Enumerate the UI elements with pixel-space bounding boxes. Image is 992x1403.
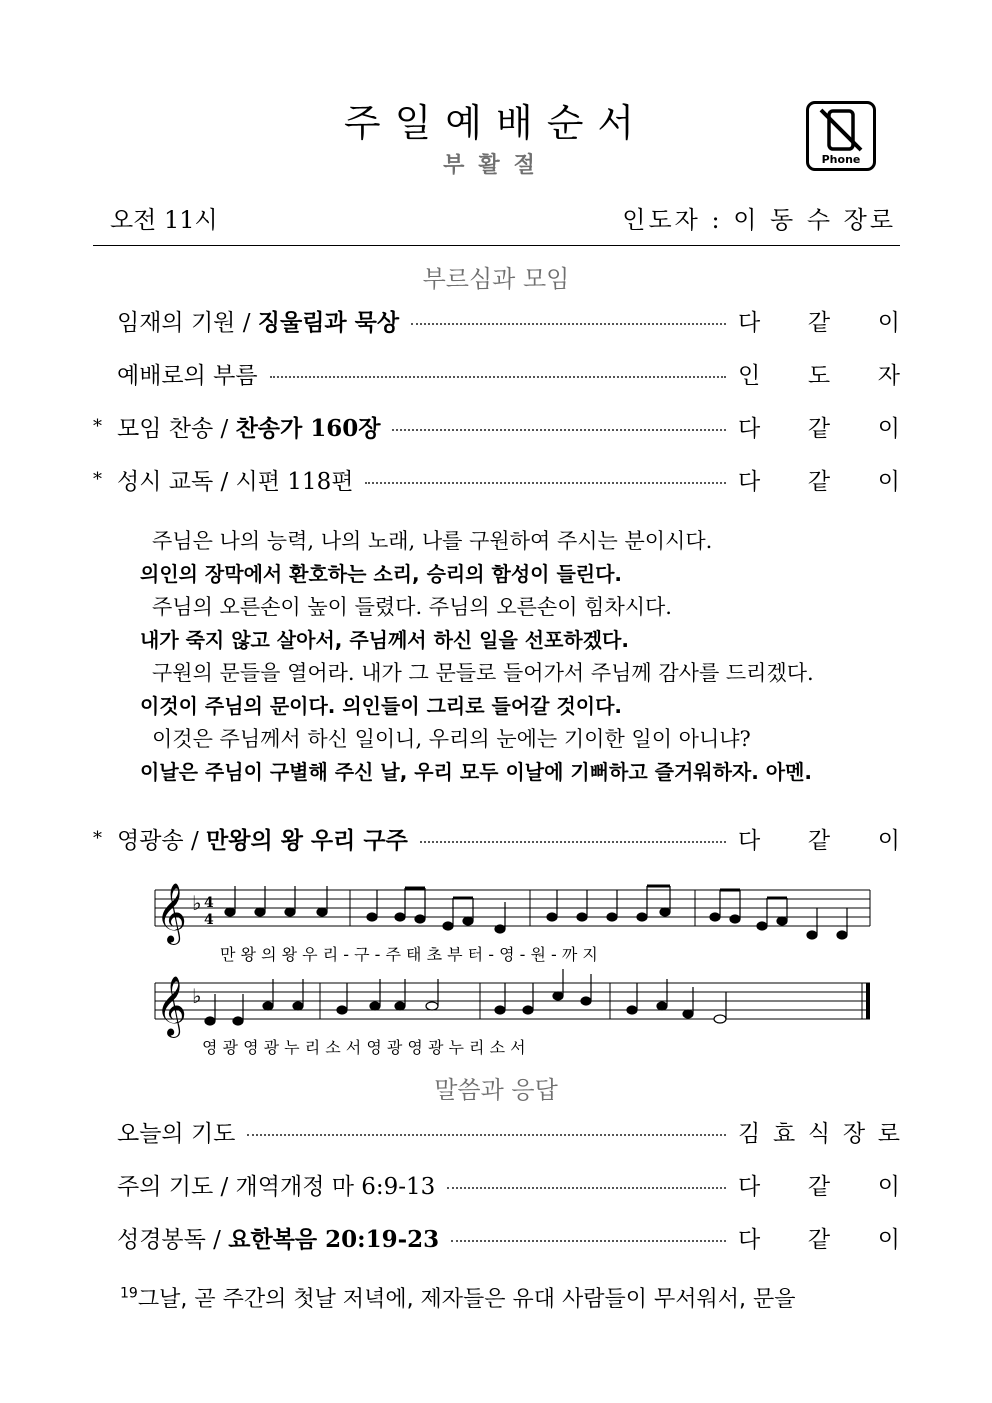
flat-icon: ♭ [192,891,202,915]
leader-dots [365,482,726,484]
order-item-label: 주의 기도 / 개역개정 마 6:9-13 [117,1173,436,1200]
order-item-participant: 인 도 자 [738,362,900,389]
order-item-participant: 다 같 이 [738,309,900,336]
order-item-label: 오늘의 기도 [117,1120,236,1147]
reading-leader-line: 이것은 주님께서 하신 일이니, 우리의 눈에는 기이한 일이 아니냐? [152,727,751,751]
order-item-invocation [93,302,900,338]
verse-number: 19 [120,1285,138,1302]
reading-people-line: 이날은 주님이 구별해 주신 날, 우리 모두 이날에 기뻐하고 즐거워하자. 아멘. [140,760,813,784]
reading-people-line: 의인의 장막에서 환호하는 소리, 승리의 함성이 들린다. [140,562,623,586]
order-item-responsive-reading [93,461,900,497]
order-item-call-to-worship [93,355,900,391]
order-item-label: 임재의 기원 / 징울림과 묵상 [117,308,400,336]
reading-people-line: 내가 죽지 않고 살아서, 주님께서 하신 일을 선포하겠다. [140,628,629,652]
no-phone-icon [806,101,876,171]
scripture-verse [120,1282,796,1313]
order-item-participant: 김 효 식 장 로 [738,1120,900,1147]
svg-text:4: 4 [204,912,214,928]
reading-leader-line: 구원의 문들을 열어라. 내가 그 문들로 들어가서 주님께 감사를 드리겠다. [152,661,814,685]
treble-clef-icon: 𝄞 [156,883,187,943]
order-item-label: 성시 교독 / 시편 118편 [117,468,354,495]
order-item-participant: 다 같 이 [738,827,900,854]
flat-icon: ♭ [192,984,202,1008]
section-heading-word: 말씀과 응답 [434,1076,558,1104]
music-score [150,880,880,1060]
order-item-participant: 다 같 이 [738,468,900,495]
phone-icon-label: Phone [821,153,861,166]
leader-dots [420,841,726,843]
notes-line-1 [225,886,847,939]
staff-lines-2 [155,983,870,1019]
order-item-label: 예배로의 부름 [117,362,258,389]
reading-leader-line: 주님의 오른손이 높이 들렸다. 주님의 오른손이 힘차시다. [152,595,672,619]
standing-mark: * [93,827,102,849]
order-item-gathering-hymn [93,408,900,444]
section-heading-calling: 부르심과 모임 [422,265,570,293]
standing-mark: * [93,468,102,490]
reading-people-line: 이것이 주님의 문이다. 의인들이 그리로 들어갈 것이다. [140,694,623,718]
order-item-label: 영광송 / 만왕의 왕 우리 구주 [117,826,408,854]
leader-dots [451,1240,726,1242]
order-item-doxology [93,820,900,856]
score-lyrics-line-1: 만 왕 의 왕 우 리 - 구 - 주 태 초 부 터 - 영 - 원 - 까 지 [220,945,598,964]
page-title: 주일예배순서 [343,101,649,145]
service-leader: 인도자 : 이 동 수 장로 [622,206,896,234]
order-item-scripture-reading [93,1219,900,1255]
order-item-participant: 다 같 이 [738,1226,900,1253]
score-lyrics-line-2: 영 광 영 광 누 리 소 서 영 광 영 광 누 리 소 서 [202,1038,526,1057]
order-item-label: 성경봉독 / 요한복음 20:19-23 [117,1225,440,1253]
order-item-lords-prayer [93,1166,900,1202]
leader-dots [392,429,726,431]
leader-dots [270,376,726,378]
leader-dots [447,1187,726,1189]
order-item-prayer [93,1113,900,1149]
reading-leader-line: 주님은 나의 능력, 나의 노래, 나를 구원하여 주시는 분이시다. [152,529,713,553]
treble-clef-icon: 𝄞 [156,976,187,1036]
leader-dots [411,323,726,325]
notes-line-2 [205,969,726,1025]
service-time: 오전 11시 [110,206,218,234]
page-subtitle: 부활절 [443,153,549,178]
leader-dots [247,1134,726,1136]
header-divider [93,245,900,246]
verse-text: 그날, 곧 주간의 첫날 저녁에, 제자들은 유대 사람들이 무서워서, 문을 [137,1287,796,1312]
order-item-participant: 다 같 이 [738,1173,900,1200]
order-item-label: 모임 찬송 / 찬송가 160장 [117,414,381,442]
standing-mark: * [93,415,102,437]
svg-text:4: 4 [204,895,214,911]
order-item-participant: 다 같 이 [738,415,900,442]
